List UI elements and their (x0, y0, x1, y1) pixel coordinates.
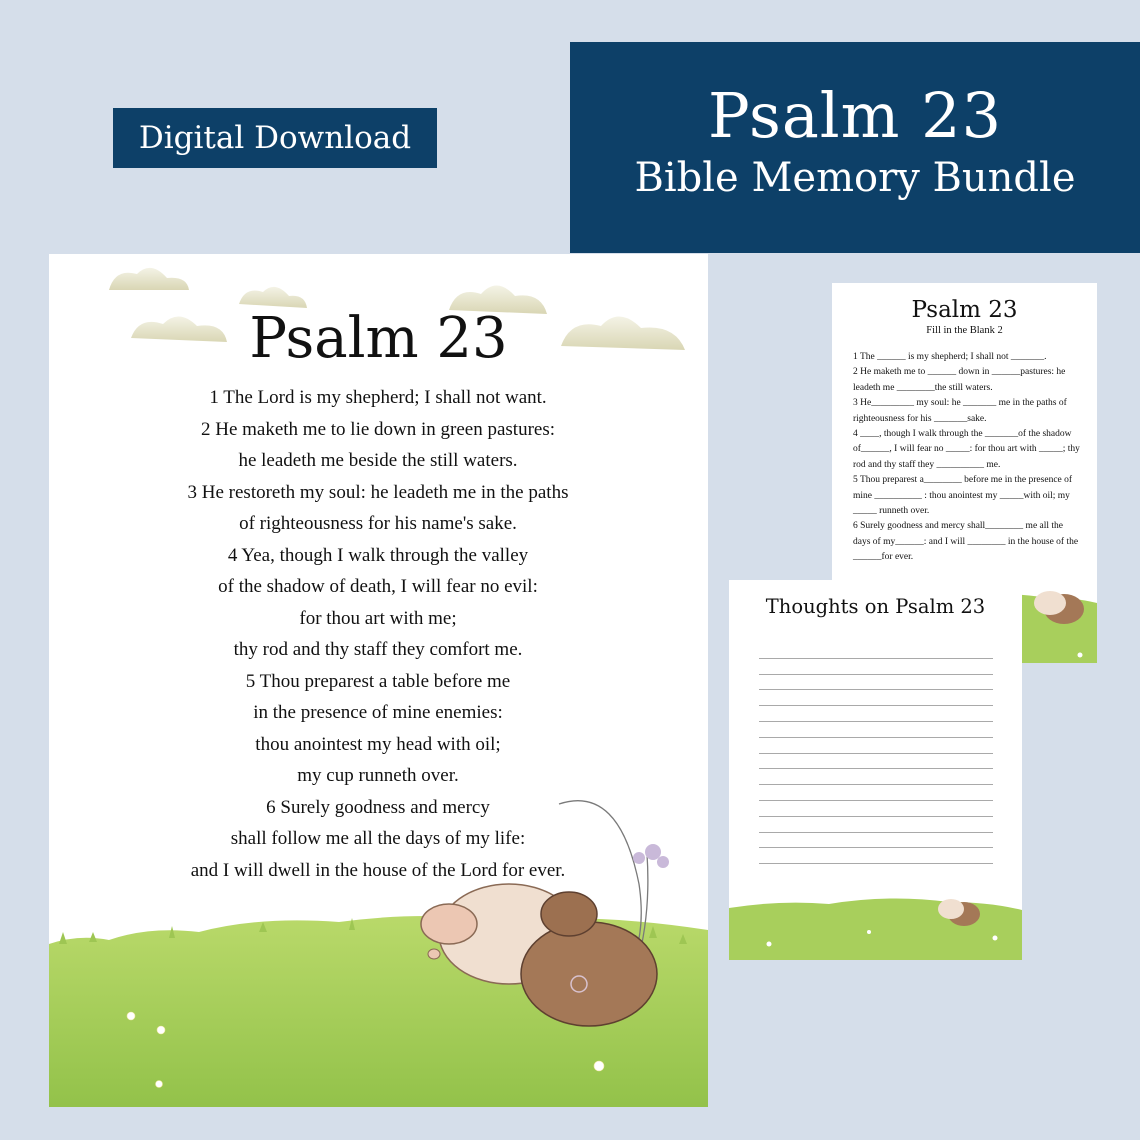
fill-line: ______for ever. (853, 552, 914, 563)
page-title: Psalm 23 (249, 306, 508, 371)
verse-line: thou anointest my head with oil; (255, 733, 501, 755)
verse-line: 5 Thou preparest a table before me (245, 670, 511, 692)
fill-line: 6 Surely goodness and mercy shall________ me all the (853, 521, 1064, 532)
psalm-verses (49, 382, 707, 886)
writing-line (759, 675, 993, 691)
verse-line: for thou art with me; (299, 607, 457, 629)
writing-line (759, 848, 993, 864)
fill-lines (853, 350, 1089, 566)
writing-line (759, 643, 993, 659)
title-banner (570, 42, 1140, 253)
writing-line (759, 706, 993, 722)
verse-line: 6 Surely goodness and mercy (266, 796, 490, 818)
writing-line (759, 801, 993, 817)
writing-line (759, 722, 993, 738)
fill-line: leadeth me ________the still waters. (853, 382, 993, 393)
fill-line: 5 Thou preparest a________ before me in the presence of (853, 475, 1073, 486)
verse-line: 3 He restoreth my soul: he leadeth me in the paths (187, 481, 569, 503)
fill-title: Psalm 23 (911, 297, 1018, 323)
verse-line: 4 Yea, though I walk through the valley (227, 544, 529, 566)
fill-subtitle: Fill in the Blank 2 (926, 325, 1003, 336)
badge-label: Digital Download (138, 120, 412, 156)
psalm-page-preview (49, 254, 708, 1107)
verse-line: 2 He maketh me to lie down in green pastures: (200, 418, 556, 440)
verse-line: my cup runneth over. (297, 765, 459, 786)
writing-line (759, 817, 993, 833)
fill-line: rod and thy staff they __________ me. (853, 459, 1001, 470)
verse-line: and I will dwell in the house of the Lord for ever. (190, 859, 566, 881)
fill-line: 1 The ______ is my shepherd; I shall not _______. (853, 352, 1047, 362)
fill-line: righteousness for his _______sake. (853, 413, 987, 424)
verse-line: thy rod and thy staff they comfort me. (233, 639, 523, 660)
sheep-brown-icon (521, 892, 657, 1026)
fill-line: mine __________ : thou anointest my _____with oil; my (853, 490, 1070, 501)
verse-line: of righteousness for his name's sake. (239, 513, 517, 534)
writing-line (759, 659, 993, 675)
verse-line: of the shadow of death, I will fear no evil: (218, 576, 538, 597)
writing-line (759, 833, 993, 849)
writing-lines (759, 643, 993, 864)
writing-line (759, 754, 993, 770)
fill-line: _____ runneth over. (853, 506, 930, 517)
writing-line (759, 785, 993, 801)
banner-title: Psalm 23 (707, 79, 1003, 152)
fill-line: 2 He maketh me to ______ down in ______pastures: he (853, 367, 1066, 378)
thoughts-preview (729, 580, 1022, 960)
fill-line: 3 He_________ my soul: he _______ me in the paths of (853, 398, 1067, 409)
writing-line (759, 769, 993, 785)
fill-line: 4 ____, though I walk through the _______of the shadow (853, 429, 1072, 440)
writing-line (759, 738, 993, 754)
fill-line: of______, I will fear no _____: for thou art with _____; thy (853, 444, 1080, 455)
digital-download-badge (113, 108, 437, 168)
verse-line: in the presence of mine enemies: (253, 702, 503, 723)
fill-line: days of my______: and I will ________ in the house of the (853, 536, 1079, 547)
writing-line (759, 690, 993, 706)
verse-line: he leadeth me beside the still waters. (238, 450, 518, 471)
verse-line: shall follow me all the days of my life: (230, 828, 526, 849)
banner-subtitle: Bible Memory Bundle (634, 155, 1076, 202)
thoughts-title: Thoughts on Psalm 23 (765, 595, 986, 618)
verse-line: 1 The Lord is my shepherd; I shall not want. (209, 387, 547, 408)
